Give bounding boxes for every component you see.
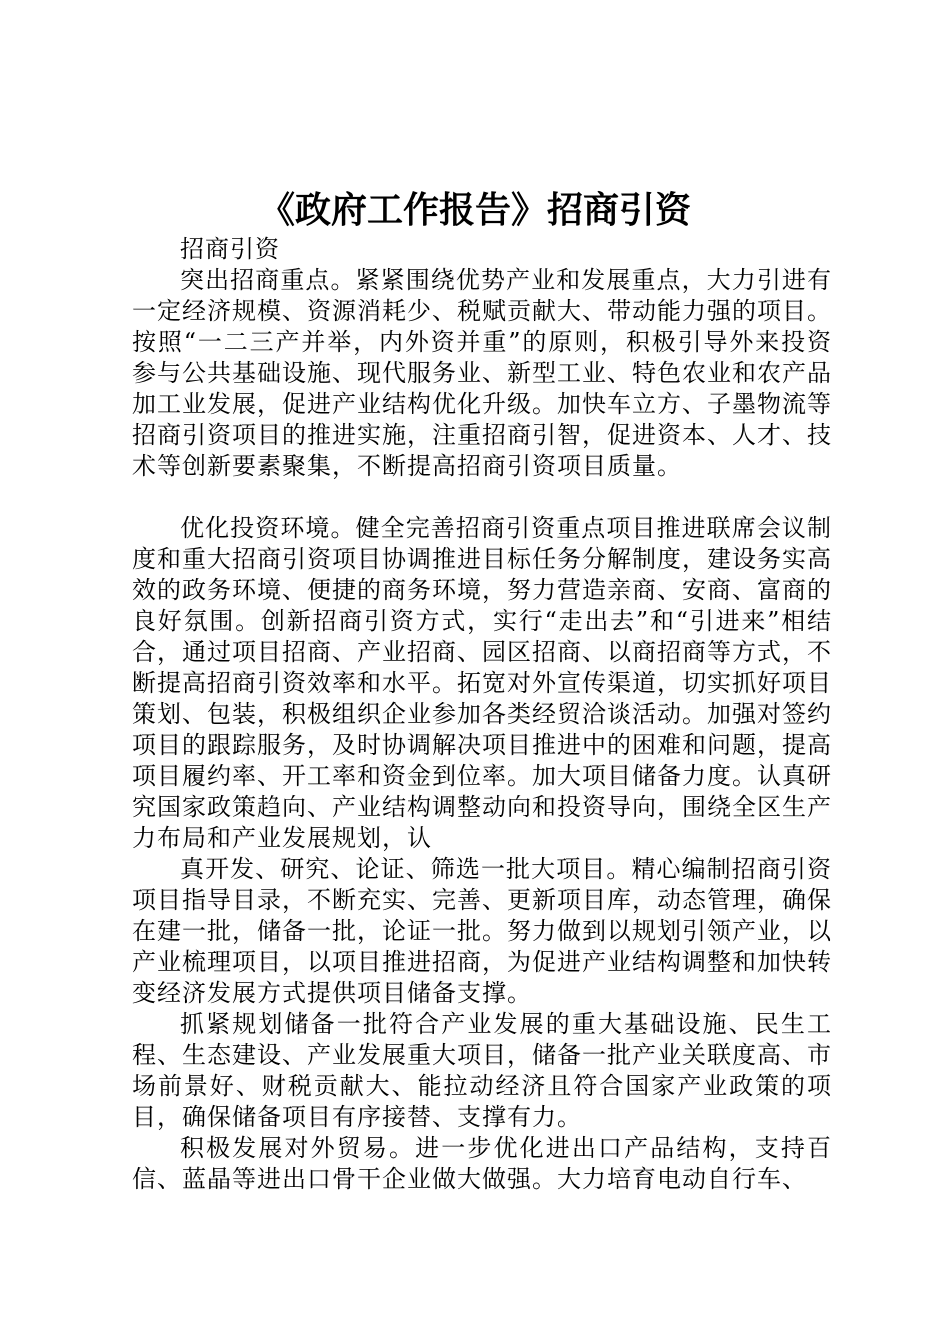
paragraph: 优化投资环境。健全完善招商引资重点项目推进联席会议制度和重大招商引资项目协调推进目标任务分解制度，建设务实高效的政务环境、便捷的商务环境，努力营造亲商、安商、富商的良好氛围。创新招商引资方式，实行“走出去”和“引进来”相结合，通过项目招商、产业招商、园区招商、以商招商等方式，不断提高招商引资效率和水平。拓宽对外宣传渠道，切实抓好项目策划、包装，积极组织企业参加各类经贸洽谈活动。加强对签约项目的跟踪服务，及时协调解决项目推进中的困难和问题，提高项目履约率、开工率和资金到位率。加大项目储备力度。认真研究国家政策趋向、产业结构调整动向和投资导向，围绕全区生产力布局和产业发展规划，认 — [132, 514, 832, 852]
paragraph: 突出招商重点。紧紧围绕优势产业和发展重点，大力引进有一定经济规模、资源消耗少、税赋贡献大、带动能力强的项目。按照“一二三产并举，内外资并重”的原则，积极引导外来投资参与公共基础设施、现代服务业、新型工业、特色农业和农产品加工业发展，促进产业结构优化升级。加快车立方、子墨物流等招商引资项目的推进实施，注重招商引智，促进资本、人才、技术等创新要素聚集，不断提高招商引资项目质量。 — [132, 266, 832, 480]
paragraph: 积极发展对外贸易。进一步优化进出口产品结构，支持百信、蓝晶等进出口骨干企业做大做强。大力培育电动自行车、 — [132, 1134, 832, 1193]
paragraph-heading: 招商引资 — [180, 235, 280, 263]
document-title: 《政府工作报告》招商引资 — [258, 189, 691, 231]
document-body — [132, 234, 832, 1195]
paragraph: 抓紧规划储备一批符合产业发展的重大基础设施、民生工程、生态建设、产业发展重大项目，储备一批产业关联度高、市场前景好、财税贡献大、能拉动经济且符合国家产业政策的项目，确保储备项目有序接替、支撑有力。 — [132, 1010, 832, 1131]
paragraph: 真开发、研究、论证、筛选一批大项目。精心编制招商引资项目指导目录，不断充实、完善、更新项目库，动态管理，确保在建一批，储备一批，论证一批。努力做到以规划引领产业，以产业梳理项目，以项目推进招商，为促进产业结构调整和加快转变经济发展方式提供项目储备支撑。 — [132, 855, 832, 1007]
